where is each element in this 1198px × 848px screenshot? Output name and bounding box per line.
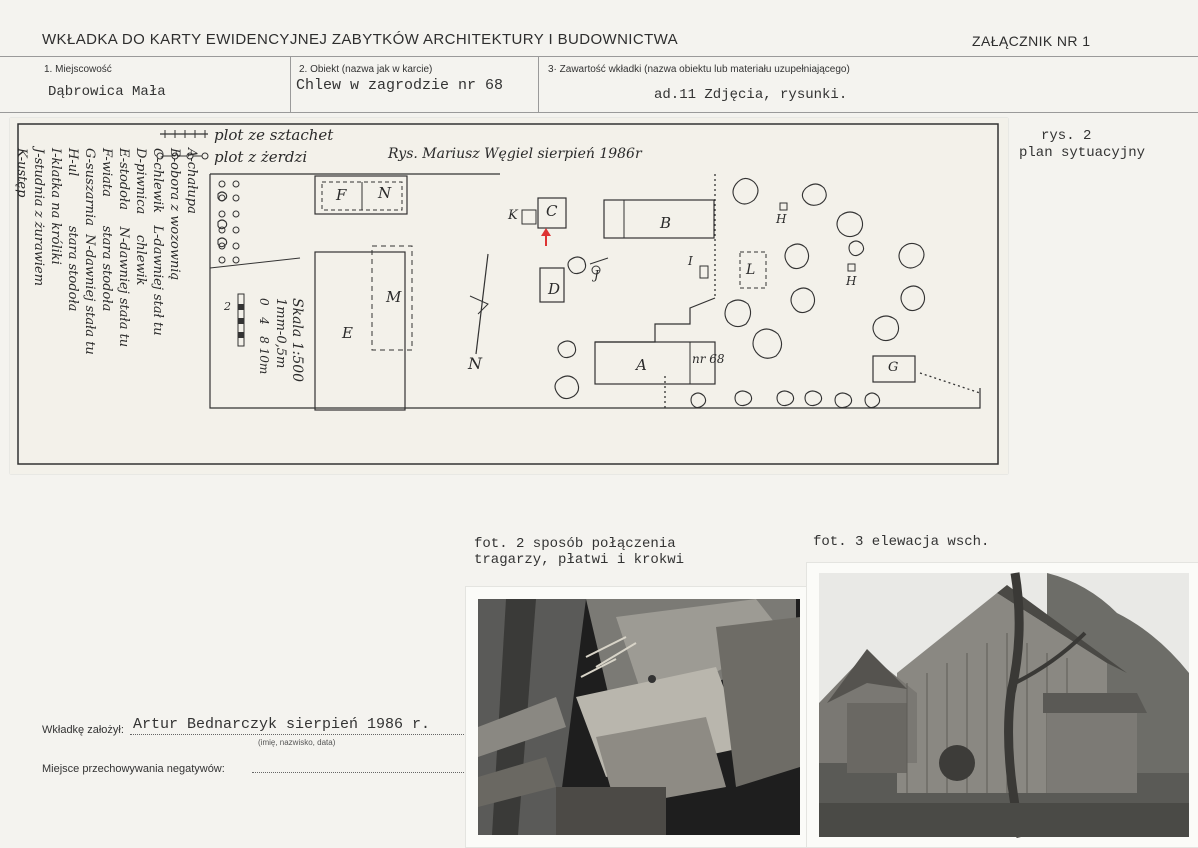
photo-3-caption: fot. 3 elewacja wsch. <box>813 534 990 550</box>
label-J: J <box>594 268 599 282</box>
legend-item: C-chlewik L-dawniej stał tu <box>150 148 165 336</box>
author-value: Artur Bednarczyk sierpień 1986 r. <box>133 716 431 733</box>
legend-item: F-wiata stara stodoła <box>99 148 114 312</box>
field-3-label: 3· Zawartość wkładki (nazwa obiektu lub materiału uzupełniającego) <box>548 64 850 75</box>
legend-item: H-ul stara stodoła <box>65 148 80 312</box>
north-arrow-label: N <box>468 354 482 373</box>
legend-item: B-obora z wozownią <box>167 148 182 281</box>
field-2-value: Chlew w zagrodzie nr 68 <box>296 77 504 94</box>
photo-3-east-elevation <box>806 562 1198 848</box>
drawing-caption-subtitle: plan sytuacyjny <box>1019 145 1146 161</box>
label-D: D <box>548 280 561 298</box>
label-L: L <box>746 262 756 278</box>
scale-title: Skala 1:500 <box>289 298 305 383</box>
scale-ticks: 0 4 8 10m <box>257 298 271 375</box>
photo-2-caption-line2: tragarzy, płatwi i krokwi <box>474 552 685 568</box>
legend-item: D-piwnica chlewik <box>133 148 148 286</box>
header-divider <box>0 56 1198 57</box>
label-H1: H <box>776 212 787 226</box>
legend-block <box>14 148 200 468</box>
label-house-number: nr 68 <box>692 352 725 366</box>
label-G: G <box>888 360 899 375</box>
legend-item: G-suszarnia N-dawniej stała tu <box>82 148 97 355</box>
field-1-value: Dąbrowica Mała <box>48 84 166 100</box>
drawing-caption-title: rys. 2 <box>1041 128 1092 144</box>
label-I: I <box>688 254 693 268</box>
author-label: Wkładkę założył: <box>42 724 124 736</box>
fields-bottom-border <box>0 112 1198 113</box>
negatives-storage-label: Miejsce przechowywania negatywów: <box>42 763 225 775</box>
scale-block <box>246 298 306 418</box>
photo-2-beam-joint <box>465 586 807 848</box>
field-divider-2 <box>538 56 539 112</box>
form-title: WKŁADKA DO KARTY EWIDENCYJNEJ ZABYTKÓW ARCHITEKTURY I BUDOWNICTWA <box>42 31 679 48</box>
legend-item: K-ustęp <box>14 148 29 198</box>
site-plan-drawing <box>10 118 1008 474</box>
label-C: C <box>546 202 558 220</box>
label-K: K <box>508 208 518 223</box>
legend-item: J-studnia z żurawiem <box>31 148 46 287</box>
field-1-label: 1. Miejscowość <box>44 64 112 75</box>
photo-3-image <box>807 563 1198 847</box>
field-divider-1 <box>290 56 291 112</box>
label-B: B <box>660 214 672 232</box>
field-2-label: 2. Obiekt (nazwa jak w karcie) <box>299 64 433 75</box>
label-N: N <box>378 184 392 202</box>
label-A: A <box>636 356 647 374</box>
legend-item: E-stodoła N-dawniej stała tu <box>116 148 131 348</box>
author-field-hint: (imię, nazwisko, data) <box>258 738 336 747</box>
photo-2-caption-line1: fot. 2 sposób połączenia <box>474 536 676 552</box>
label-H2: H <box>846 274 857 288</box>
drawing-author: Rys. Mariusz Węgiel sierpień 1986r <box>388 146 642 162</box>
label-E: E <box>342 324 353 342</box>
legend-fence-1: plot ze sztachet <box>214 126 334 144</box>
author-field-line <box>130 734 464 735</box>
legend-item: A-chałupa <box>184 148 199 214</box>
negatives-storage-line <box>252 772 464 773</box>
attachment-number: ZAŁĄCZNIK NR 1 <box>972 33 1091 49</box>
scale-small-label: 2 <box>224 300 231 313</box>
field-3-value: ad.11 Zdjęcia, rysunki. <box>654 87 848 103</box>
photo-2-image <box>466 587 806 847</box>
legend-item: I-klatka na króliki <box>48 148 63 265</box>
legend-fence-2: plot z żerdzi <box>214 148 308 166</box>
label-M: M <box>386 288 402 306</box>
scale-ratio: 1mm-0,5m <box>273 298 288 369</box>
label-F: F <box>336 186 347 204</box>
